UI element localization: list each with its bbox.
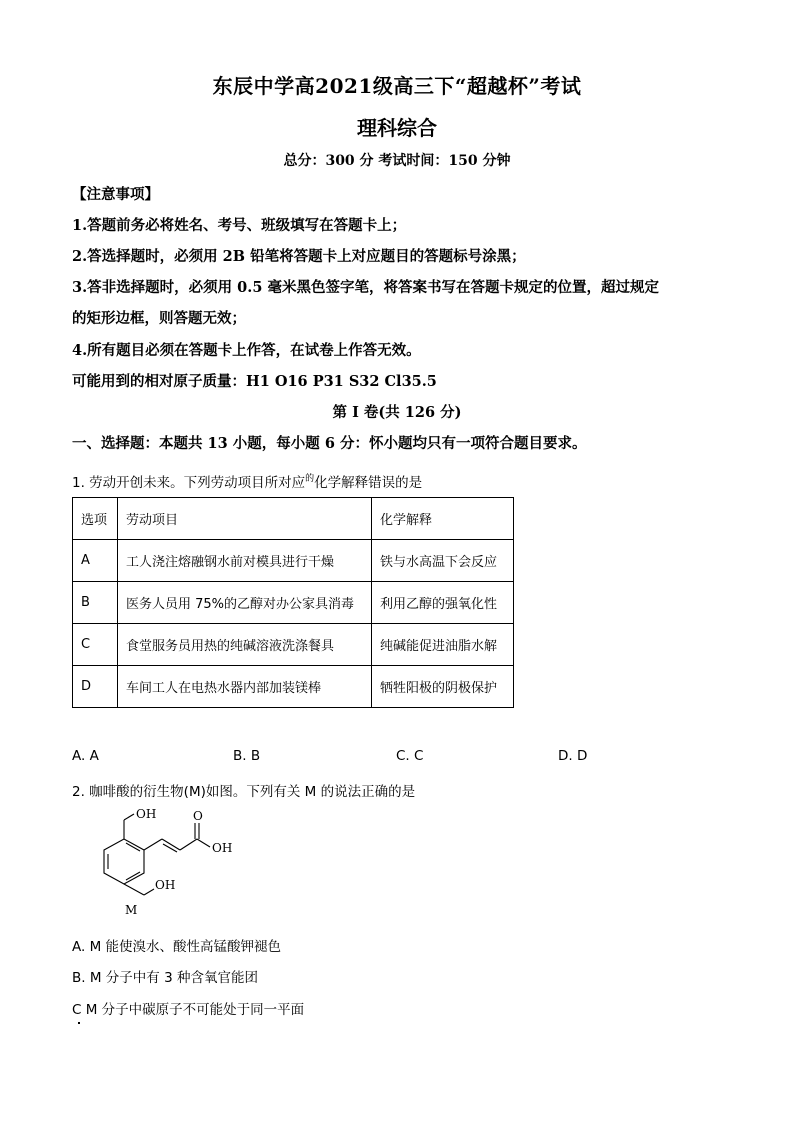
notice-item-2: 2.答选择题时，必须用 2B 铅笔将答题卡上对应题目的答题标号涂黑；	[72, 248, 526, 265]
q1-stem-post: 化学解释错误的是	[314, 475, 423, 491]
table-row	[73, 666, 514, 708]
table-cell: B	[73, 582, 118, 624]
q1-stem	[72, 471, 422, 491]
table-row	[73, 582, 514, 624]
table-cell: 铁与水高温下会反应	[372, 540, 514, 582]
notice-item-3: 3.答非选择题时，必须用 0.5 毫米黑色签字笔，将答案书写在答题卡规定的位置，超过规定	[72, 279, 659, 296]
table-cell: C	[73, 624, 118, 666]
stray-dot	[78, 1022, 80, 1024]
table-row	[73, 624, 514, 666]
table-cell: 利用乙醇的强氧化性	[372, 582, 514, 624]
q1-option-b: B. B	[233, 748, 261, 764]
q1-table	[72, 497, 514, 708]
oh-label-top: OH	[136, 808, 157, 821]
q1-option-c: C. C	[396, 748, 424, 764]
benzene-ring	[104, 839, 144, 884]
molecule-m-structure	[72, 808, 232, 918]
notice-heading: 【注意事项】	[72, 186, 159, 203]
c-o-bond	[124, 814, 134, 820]
q2-option-b: B. M 分子中有 3 种含氧官能团	[72, 970, 258, 986]
table-header-cell: 劳动项目	[118, 498, 372, 540]
q1-stem-pre: 1. 劳动开创未来。下列劳动项目所对应	[72, 475, 306, 491]
exam-subtitle: 理科综合	[357, 116, 437, 140]
notice-item-1: 1.答题前务必将姓名、考号、班级填写在答题卡上；	[72, 217, 407, 234]
table-header-cell: 化学解释	[372, 498, 514, 540]
vinyl-bond	[180, 839, 197, 850]
q2-option-a: A. M 能使溴水、酸性高锰酸钾褪色	[72, 939, 282, 955]
oh-label-bottom: OH	[155, 878, 176, 892]
section-title: 第 I 卷(共 126 分)	[332, 404, 462, 421]
vinyl-double-bond-inner	[163, 844, 177, 852]
section-instruction: 一、选择题：本题共 13 小题，每小题 6 分：怀小题均只有一项符合题目要求。	[72, 435, 587, 452]
table-header-row	[73, 498, 514, 540]
table-cell: 医务人员用 75%的乙醇对办公家具消毒	[118, 582, 372, 624]
ch2-bond	[124, 884, 144, 895]
table-cell: 牺牲阳极的阴极保护	[372, 666, 514, 708]
table-cell: 纯碱能促进油脂水解	[372, 624, 514, 666]
table-cell: 工人浇注熔融钢水前对模具进行干燥	[118, 540, 372, 582]
q1-stem-sup: 的	[305, 474, 315, 484]
atomic-masses: 可能用到的相对原子质量：H1 O16 P31 S32 Cl35.5	[72, 373, 437, 390]
q2-stem: 2. 咖啡酸的衍生物(M)如图。下列有关 M 的说法正确的是	[72, 784, 416, 800]
table-cell: D	[73, 666, 118, 708]
notice-item-4: 4.所有题目必须在答题卡上作答，在试卷上作答无效。	[72, 342, 421, 359]
table-header-cell: 选项	[73, 498, 118, 540]
table-cell: A	[73, 540, 118, 582]
acid-oh-bond	[197, 839, 210, 847]
score-and-time: 总分：300 分 考试时间：150 分钟	[283, 153, 511, 169]
c-o-bond	[144, 889, 154, 895]
table-row	[73, 540, 514, 582]
vinyl-bond	[144, 839, 162, 850]
molecule-label-m: M	[125, 903, 138, 917]
table-cell: 车间工人在电热水器内部加装镁棒	[118, 666, 372, 708]
q2-option-c: C M 分子中碳原子不可能处于同一平面	[72, 1002, 305, 1018]
notice-item-3-cont: 的矩形边框，则答题无效；	[72, 310, 246, 327]
q1-option-d: D. D	[558, 748, 588, 764]
exam-title: 东辰中学高2021级高三下“超越杯”考试	[212, 74, 582, 98]
q1-option-a: A. A	[72, 748, 99, 764]
oh-label-acid: OH	[212, 841, 232, 855]
o-label: O	[193, 809, 203, 823]
table-cell: 食堂服务员用热的纯碱溶液洗涤餐具	[118, 624, 372, 666]
